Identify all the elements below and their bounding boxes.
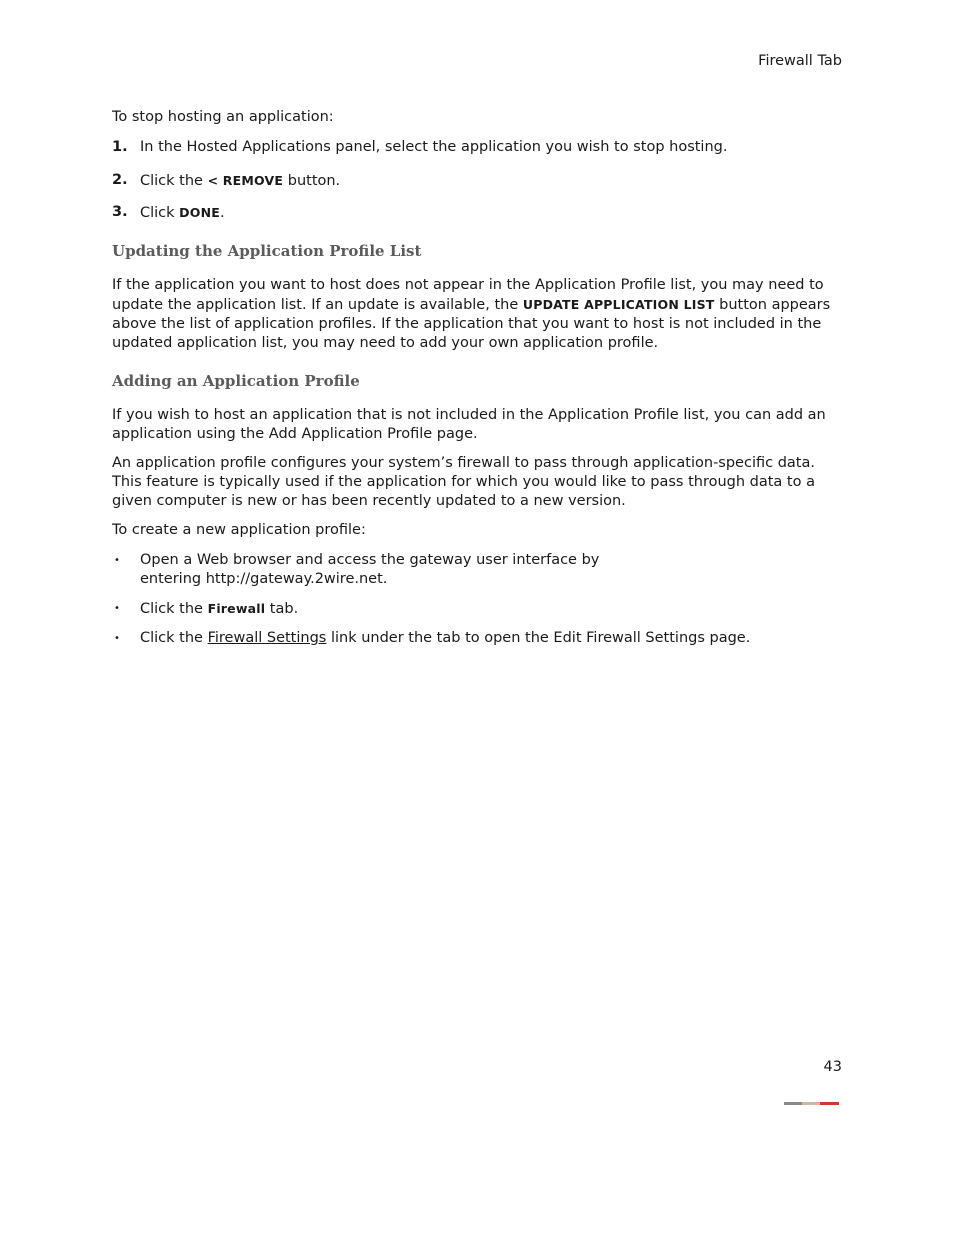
step-text-pre: Click the (140, 173, 208, 189)
bullet-icon: • (114, 633, 120, 644)
heading-adding-profile: Adding an Application Profile (112, 372, 360, 390)
update-paragraph-a: If the application you want to host does not appear in the Application Profile list, you may need to update the application list. If an update is available, the (112, 277, 824, 313)
update-app-list-label: UPDATE APPLICATION LIST (522, 297, 715, 312)
bullet-text-post: tab. (265, 601, 299, 617)
step-number: 1. (112, 139, 128, 155)
remove-button-label: < REMOVE (207, 173, 284, 188)
add-paragraph-2: An application profile configures your system’s firewall to pass through application-specific data. This feature is typically used if the application for which you would like to pass through data to a given computer is new or has been recently updated to a new version. (112, 455, 815, 509)
step-number: 3. (112, 204, 128, 220)
footer-bar-tan (802, 1102, 820, 1105)
step-text (140, 171, 842, 191)
bullet-text (140, 599, 842, 619)
step-text: In the Hosted Applications panel, select the application you wish to stop hosting. (140, 139, 728, 155)
bullet-text-pre: Click the (140, 601, 208, 617)
footer-bar-gray (784, 1102, 802, 1105)
bullet-icon: • (114, 603, 120, 614)
firewall-tab-label: Firewall (207, 601, 266, 616)
stop-hosting-intro: To stop hosting an application: (112, 109, 334, 125)
bullet-text-post: link under the tab to open the Edit Firewall Settings page. (326, 630, 751, 646)
update-paragraph (112, 276, 842, 353)
bullet-text-pre: Click the (140, 630, 208, 646)
step-text-pre: Click (140, 205, 180, 221)
step-number: 2. (112, 172, 128, 188)
footer-bar-red (820, 1102, 839, 1105)
step-text-post: . (219, 205, 225, 221)
firewall-settings-link[interactable]: Firewall Settings (207, 630, 327, 646)
add-paragraph-1: If you wish to host an application that is not included in the Application Profile list, you can add an application using the Add Application Profile page. (112, 407, 826, 442)
page-number: 43 (823, 1059, 842, 1075)
done-button-label: DONE (179, 205, 220, 220)
bullet-text: Open a Web browser and access the gateway user interface by entering http://gateway.2wire.net. (140, 552, 600, 587)
add-paragraph-3: To create a new application profile: (112, 522, 366, 538)
bullet-text (140, 629, 842, 648)
step-text (140, 203, 842, 223)
heading-updating-profile-list: Updating the Application Profile List (112, 242, 422, 260)
update-paragraph-b: button appears above the list of application profiles. If the application that you want to host is not included in the updated application list, you may need to add your own application profile. (112, 297, 831, 351)
bullet-icon: • (114, 555, 120, 566)
step-text-post: button. (283, 173, 341, 189)
running-header: Firewall Tab (758, 53, 842, 69)
